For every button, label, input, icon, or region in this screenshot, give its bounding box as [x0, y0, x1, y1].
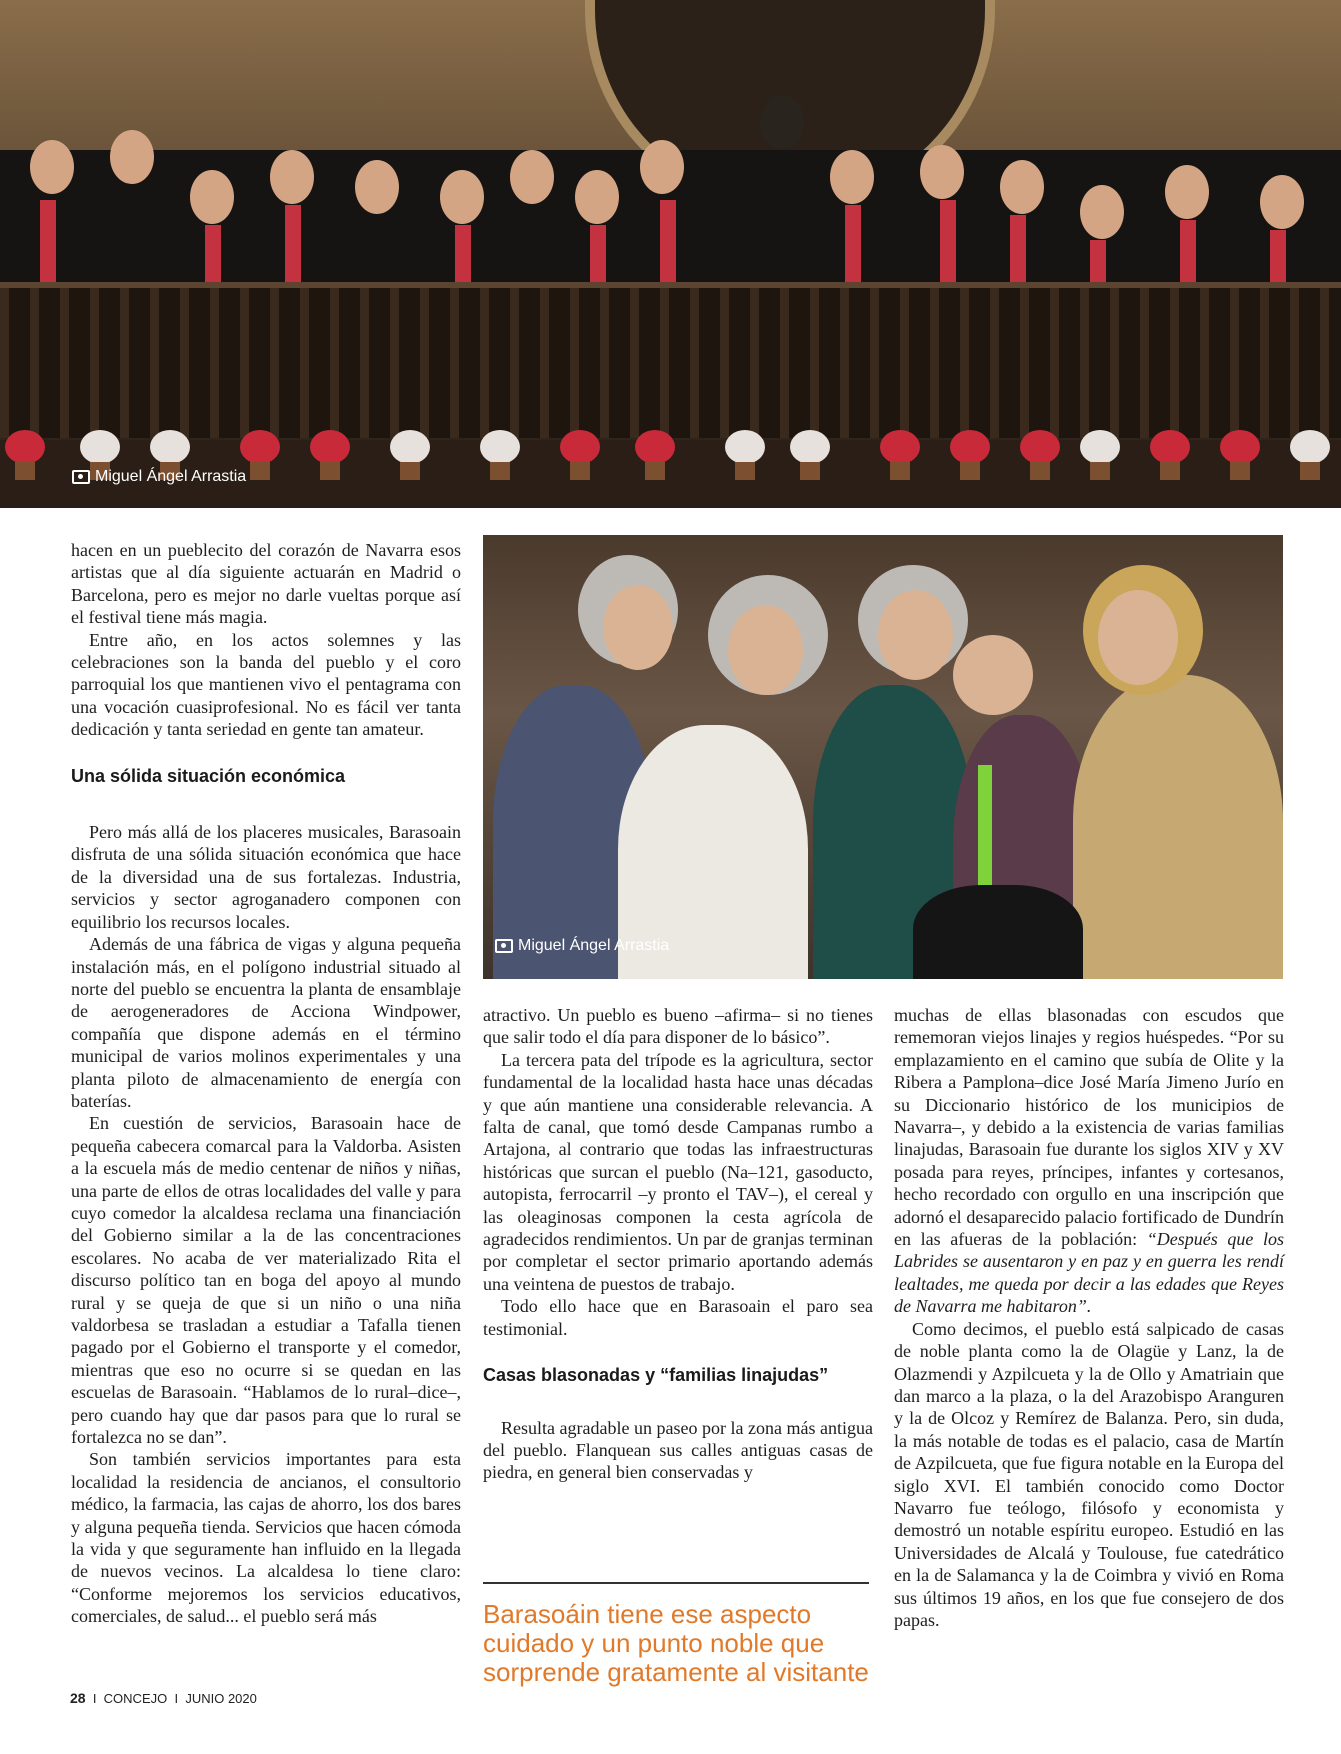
text-column-2 [483, 1004, 873, 1484]
paragraph: Son también servicios importantes para esta localidad la residencia de ancianos, el consultorio médico, la farmacia, las cajas de ahorro, los dos bares y alguna pequeña tienda. Servicios que hacen cómoda la vida y que seguramente han influido en la llegada de nuevos vecinos. La alcaldesa lo tiene claro: “Conforme mejoremos los servicios educativos, comerciales, de salud... el pueblo será más [71, 1449, 461, 1627]
subheading: Una sólida situación económica [71, 765, 346, 786]
paragraph: En cuestión de servicios, Barasoain hace de pequeña cabecera comarcal para la Valdorba. Asisten a la escuela más de medio centenar de niños y niñas, una parte de ellos de otras localidades del valle y para cuyo comedor la alcaldesa reclama una financiación del Gobierno similar a la de las concentraciones escolares. No acaba de ver materializado Rita el discurso político tan en boga del apoyo al mundo rural y se queja de que si un niño o una niña valdorbesa se trasladan a estudiar a Tafalla tienen pagado por el Gobierno el transporte y el comedor, mientras que eso no ocurre si se quedan en las escuelas de Barasoain. “Hablamos de lo rural–dice–, pero cuando hay que dar pasos para que lo rural se fortalezca no se dan”. [71, 1113, 461, 1448]
camera-icon [495, 939, 513, 953]
paragraph: Todo ello hace que en Barasoain el paro sea testimonial. [483, 1296, 873, 1339]
camera-icon [72, 470, 90, 484]
paragraph: Pero más allá de los placeres musicales, Barasoain disfruta de una sólida situación económica que hace de la diversidad una de sus fortalezas. Industria, servicios y sector agroganadero componen con equilibrio los recursos locales. [71, 822, 461, 932]
paragraph: Resulta agradable un paseo por la zona más antigua del pueblo. Flanquean sus calles antiguas casas de piedra, en general bien conservadas y [483, 1417, 873, 1483]
paragraph: muchas de ellas blasonadas con escudos que rememoran viejos linajes y regios huéspedes. “Por su emplazamiento en el camino que subía de Olite y la Ribera a Pamplona–dice José María Jimeno Jurío en su Diccionario histórico de los municipios de Navarra–, y debido a la existencia de varias familias linajudas, Barasoain fue durante los siglos XIV y XV posada para reyes, príncipes, infantes y cortesanos, hecho recordado con orgullo en una inscripción que adornó el desaparecido palacio fortificado de Dundrín en las afueras de la población: “Después que los Labrides se ausentaron y en paz y en guerra les rendí lealtades, me queda por decir a las edades que Reyes de Navarra me habitaron”. [894, 1005, 1285, 1317]
publication-name: CONCEJO [103, 1691, 168, 1706]
page-footer: 28 I CONCEJO I JUNIO 2020 [70, 1690, 257, 1706]
paragraph: atractivo. Un pueblo es bueno –afirma– si no tienes que salir todo el día para disponer de lo básico”. [483, 1005, 873, 1048]
inscription-quote: “Después que los Labrides se ausentaron y en paz y en guerra les rendí lealtades, me queda por decir a las edades que Reyes de Navarra me habitaron”. [894, 1229, 1285, 1317]
page-number: 28 [70, 1690, 86, 1706]
photo-credit-top [72, 468, 246, 486]
paragraph: Entre año, en los actos solemnes y las celebraciones son la banda del pueblo y el coro parroquial los que mantienen vivo el pentagrama con una vocación cuasiprofesional. No es fácil ver tanta dedicación y tanta seriedad en gente tan amateur. [71, 629, 461, 740]
theatre-photo [483, 535, 1283, 979]
photo-credit-text: Miguel Ángel Arrastia [518, 937, 670, 954]
paragraph: hacen en un pueblecito del corazón de Navarra esos artistas que al día siguiente actuarán en Madrid o Barcelona, pero es mejor no darle vueltas porque así el festival tiene más magia. [71, 540, 461, 628]
paragraph: Como decimos, el pueblo está salpicado de casas de noble planta como la de Olagüe y Lanz, la de Olazmendi y Azpilcueta y la de Ollo y Amatriain que dan marco a la plaza, o la del Arazobispo Aranguren y la de Olcoz y Remírez de Balanza. Pero, sin duda, la más notable de todas es el palacio, casa de Martín de Azpilcueta, que fue figura notable en la Europa del siglo XVI. El también conocido como Doctor Navarro fue teólogo, filósofo y economista y demostró un notable espíritu europeo. Estudió en las Universidades de Alcalá y Toulouse, fue catedrático en la de Salamanca y la de Coimbra y vivió en Roma sus últimos 19 años, en los que fue consejero de dos papas. [894, 1318, 1284, 1630]
photo-credit-middle [495, 937, 669, 955]
choir-photo [0, 0, 1341, 508]
balcony-railing [0, 288, 1341, 438]
pullquote-divider [483, 1582, 869, 1584]
pullquote: Barasoáin tiene ese aspecto cuidado y un punto noble que sorprende gratamente al visitante [483, 1599, 869, 1687]
paragraph: La tercera pata del trípode es la agricultura, sector fundamental de la localidad hasta hace unas décadas y que aún mantiene una considerable relevancia. A falta de canal, que tomó desde Campanas rumbo a Artajona, al contrario que todas las infraestructuras históricas que surcan el pueblo (Na–121, gasoducto, autopista, ferrocarril –y pronto el TAV–), el cereal y las oleaginosas componen la cesta agrícola de agradecidos rendimientos. Un par de granjas terminan por completar el sector primario aportando además una veintena de puestos de trabajo. [483, 1049, 873, 1294]
text-column-1 [71, 539, 461, 1628]
paragraph: Además de una fábrica de vigas y alguna pequeña instalación más, en el polígono industrial situado al norte del pueblo se encuentra la planta de ensamblaje de aerogeneradores de Acciona Windpower, compañía que dispone además en el término municipal de varios molinos experimentales y una planta piloto de almacenamiento de energía con baterías. [71, 934, 461, 1111]
issue-date: JUNIO 2020 [185, 1691, 257, 1706]
subheading: Casas blasonadas y “familias linajudas” [483, 1365, 829, 1386]
photo-credit-text: Miguel Ángel Arrastia [95, 468, 247, 485]
text-column-3 [894, 1004, 1284, 1631]
